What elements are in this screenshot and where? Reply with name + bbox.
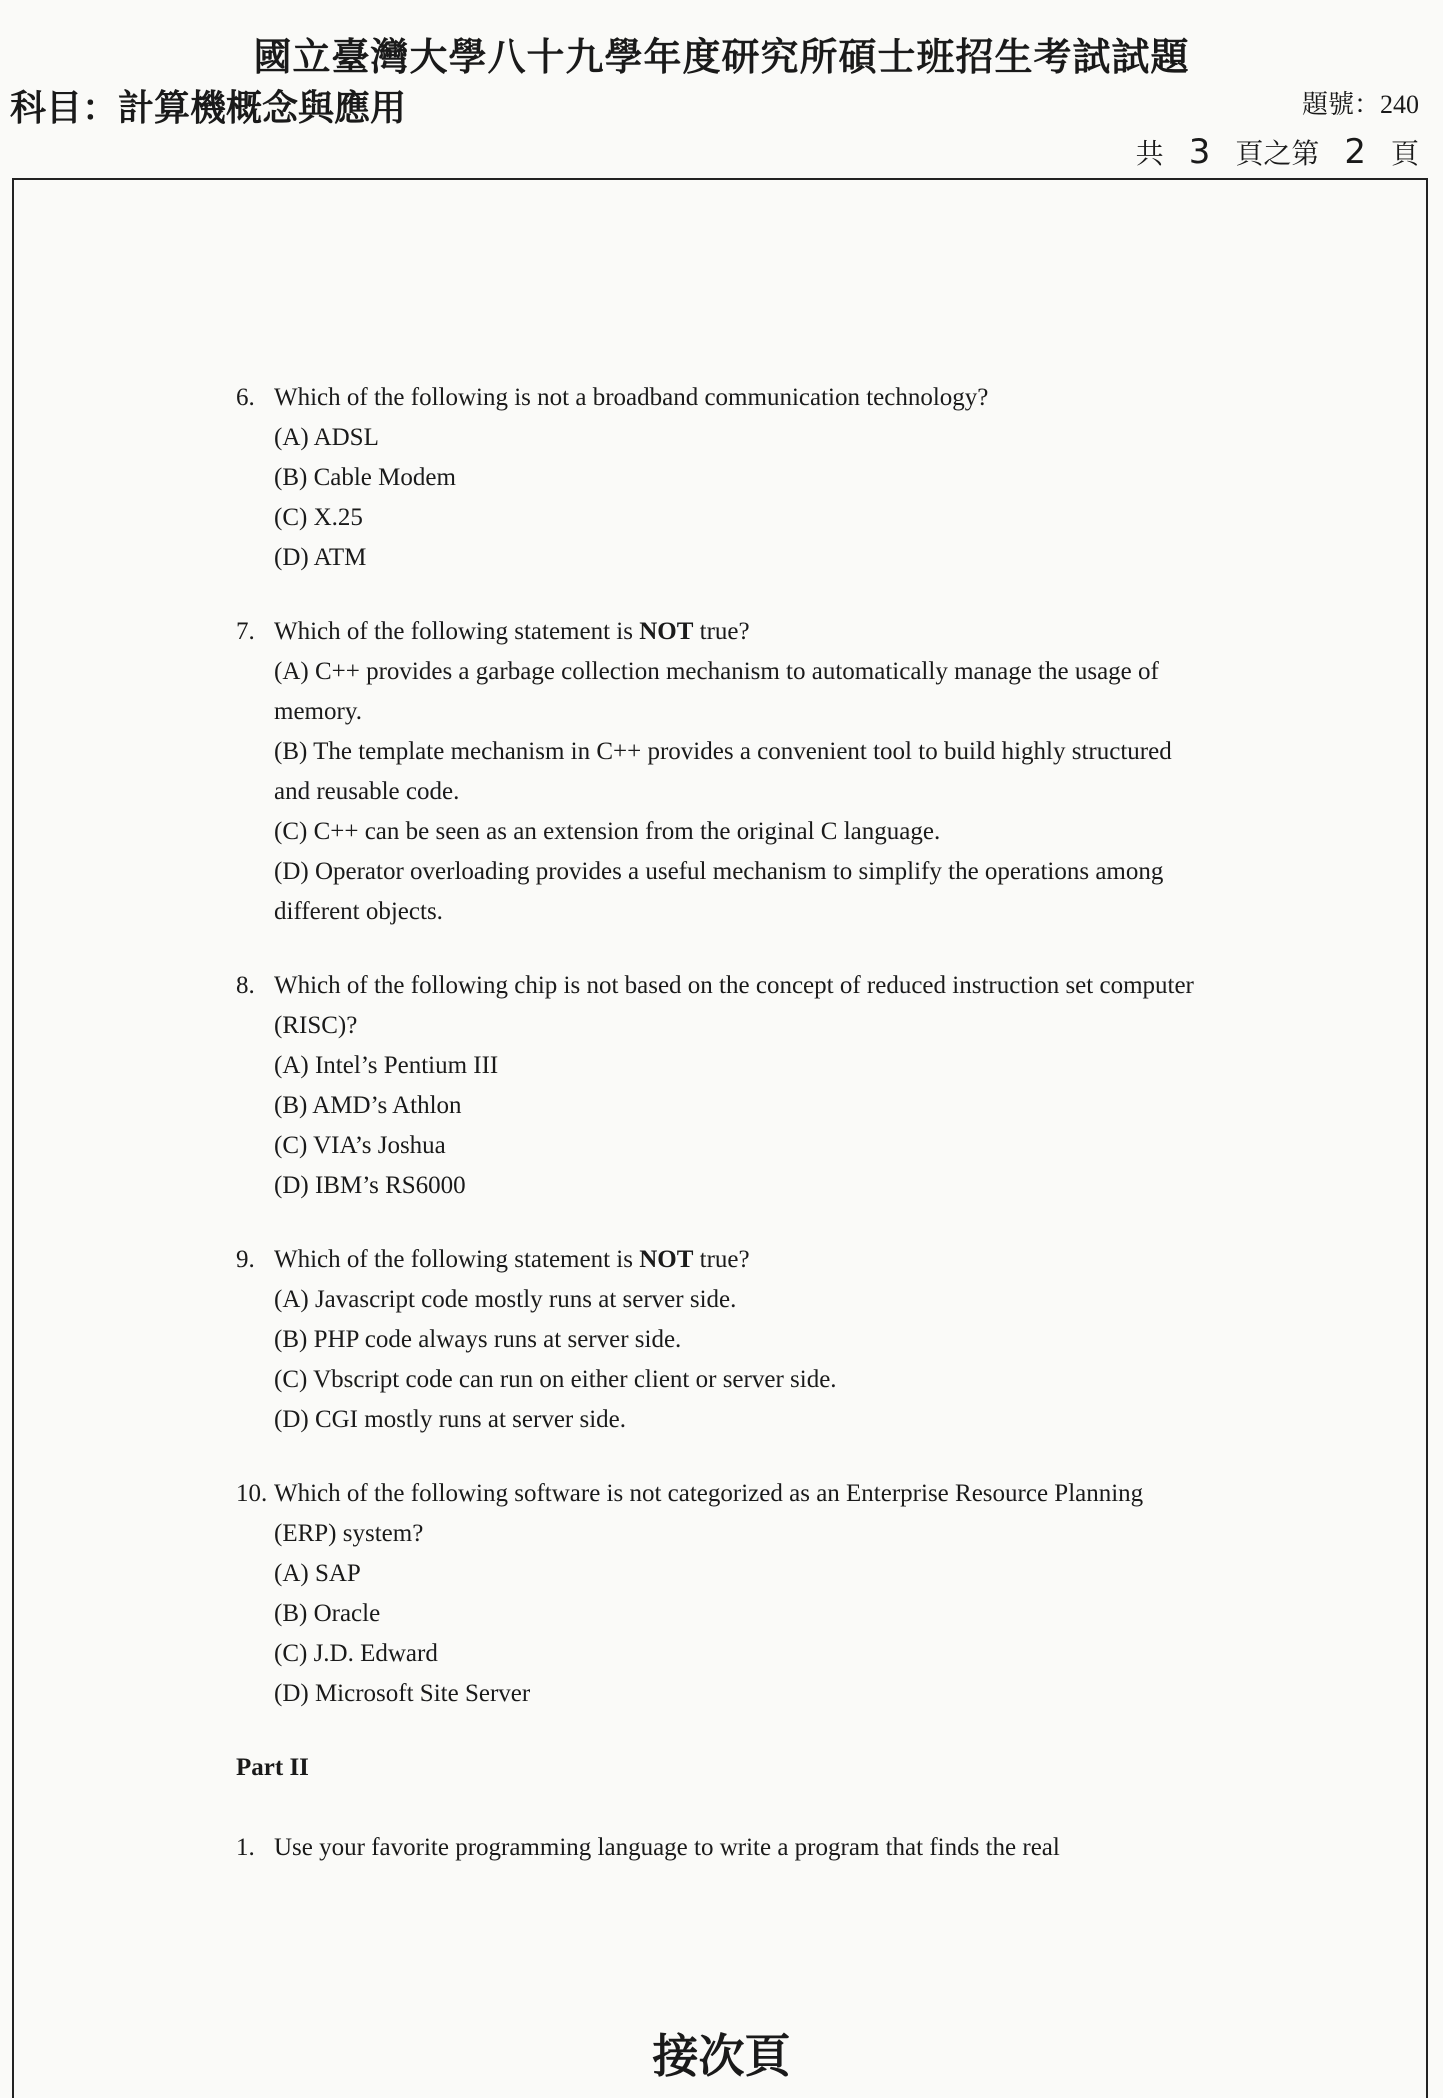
question-number-label: 1. <box>236 1834 255 1861</box>
continue-next-page-mark: 接次頁 <box>652 2029 791 2083</box>
page-indicator <box>1136 132 1419 172</box>
question-number-label: 6. <box>236 384 255 411</box>
question-stem: Which of the following software is not categorized as an Enterprise Resource Planning (ERP) system? <box>274 1480 1144 1547</box>
option-c: (C) Vbscript code can run on either client or server side. <box>274 1366 837 1393</box>
current-page: 2 <box>1344 132 1366 172</box>
stem-text: true? <box>693 618 750 645</box>
option-a: (A) Intel’s Pentium III <box>274 1052 499 1079</box>
stem-text: true? <box>693 1246 750 1273</box>
question-number-label: 10. <box>236 1480 268 1507</box>
stem-emphasis: NOT <box>639 1246 694 1273</box>
option-b: (B) The template mechanism in C++ provides a convenient tool to build highly structured and reusable code. <box>274 738 1172 805</box>
stem-text: Which of the following statement is <box>274 618 640 645</box>
option-a: (A) SAP <box>274 1560 361 1587</box>
question-6 <box>236 378 1196 578</box>
total-pages: 3 <box>1188 132 1211 172</box>
option-d: (D) Operator overloading provides a useful mechanism to simplify the operations among different objects. <box>274 858 1164 925</box>
question-stem: Which of the following is not a broadband communication technology? <box>274 384 989 411</box>
option-a: (A) C++ provides a garbage collection mechanism to automatically manage the usage of memory. <box>274 658 1159 725</box>
exam-title: 國立臺灣大學八十九學年度研究所碩士班招生考試試題 <box>253 37 1190 79</box>
question-stem <box>274 1240 1196 1280</box>
question-stem: Use your favorite programming language to write a program that finds the real <box>274 1834 1060 1861</box>
option-c: (C) VIA’s Joshua <box>274 1132 446 1159</box>
option-b: (B) Cable Modem <box>274 464 456 491</box>
option-b: (B) AMD’s Athlon <box>274 1092 462 1119</box>
subject-label: 科目：計算機概念與應用 <box>10 88 407 128</box>
question-8 <box>236 966 1196 1206</box>
question-7 <box>236 612 1196 932</box>
question-stem: Which of the following chip is not based on the concept of reduced instruction set computer (RISC)? <box>274 972 1194 1039</box>
option-b: (B) PHP code always runs at server side. <box>274 1326 682 1353</box>
question-number-label: 8. <box>236 972 255 999</box>
page-mid: 頁之第 <box>1235 139 1320 170</box>
stem-emphasis: NOT <box>639 618 694 645</box>
option-a: (A) ADSL <box>274 424 379 451</box>
option-b: (B) Oracle <box>274 1600 381 1627</box>
question-number-label: 7. <box>236 618 255 645</box>
stem-text: Which of the following statement is <box>274 1246 640 1273</box>
question-number-label: 9. <box>236 1246 255 1273</box>
option-d: (D) CGI mostly runs at server side. <box>274 1406 627 1433</box>
option-c: (C) X.25 <box>274 504 363 531</box>
exam-content <box>236 378 1196 1902</box>
page-suffix: 頁 <box>1390 139 1419 170</box>
part2-question-1 <box>236 1828 1196 1868</box>
option-d: (D) IBM’s RS6000 <box>274 1172 466 1199</box>
question-stem <box>274 612 1196 652</box>
option-c: (C) J.D. Edward <box>274 1640 438 1667</box>
option-d: (D) ATM <box>274 544 367 571</box>
part-heading: Part II <box>236 1754 309 1781</box>
option-d: (D) Microsoft Site Server <box>274 1680 531 1707</box>
question-10 <box>236 1474 1196 1714</box>
page-prefix: 共 <box>1135 139 1164 170</box>
question-9 <box>236 1240 1196 1440</box>
option-c: (C) C++ can be seen as an extension from the original C language. <box>274 818 941 845</box>
question-number: 題號：240 <box>1301 90 1419 119</box>
option-a: (A) Javascript code mostly runs at server side. <box>274 1286 737 1313</box>
